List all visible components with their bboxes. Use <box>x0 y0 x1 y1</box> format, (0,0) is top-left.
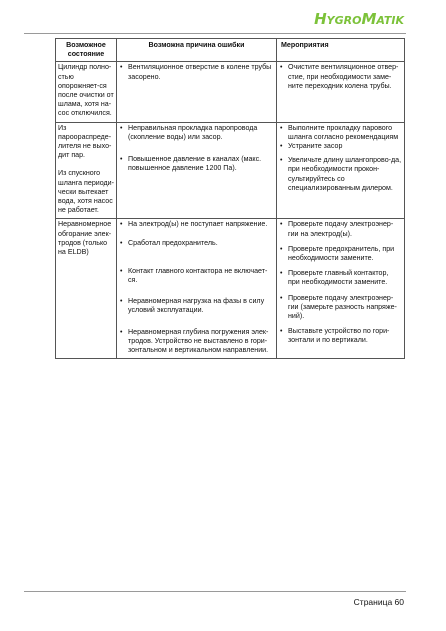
list-item <box>279 327 402 345</box>
bullet-icon: • <box>120 239 123 247</box>
table-row <box>56 62 405 122</box>
list-item <box>119 267 274 285</box>
header-state: Возможное состояние <box>56 39 117 62</box>
logo-letters-ygro: YGRO <box>326 14 362 27</box>
list-item <box>279 63 402 91</box>
header-measures: Мероприятия <box>277 39 405 62</box>
bullet-icon: • <box>120 156 123 164</box>
cause-text: Неравномерная нагрузка на фазы в силу условий эксплуатации. <box>128 297 265 315</box>
cause-text: Неравномерная глубина погружения элек-тродов. Устройство не выставлено в гори-зонтальном и вертикальном направлении. <box>128 327 269 355</box>
cause-cell <box>117 122 277 219</box>
list-item <box>119 328 274 356</box>
measure-text: Увеличьте длину шлангопрово-да, при необходимости прокон-сультируйтесь со специализированным дилером. <box>288 156 402 192</box>
measure-text: Проверьте подачу электроэнер-гии на электрод(ы). <box>288 220 394 238</box>
list-item <box>279 156 402 193</box>
cause-text: Повышенное давление в каналах (макс. повышенное давление 1200 Па). <box>128 155 262 173</box>
page-number: Страница 60 <box>353 597 404 607</box>
cause-text: Сработал предохранитель. <box>128 238 218 247</box>
list-item <box>279 142 402 151</box>
measure-text: Выставьте устройство по гори-зонтали и по вертикали. <box>288 327 390 345</box>
state-text: Неравномерное обгорание элек-тродов (только на ELDB) <box>58 220 112 257</box>
list-item <box>279 269 402 287</box>
list-item <box>279 124 402 142</box>
measure-text: Проверьте подачу электроэнер-гии (замерьте разность напряже-ний). <box>288 293 397 321</box>
table-row <box>56 122 405 219</box>
header-cause: Возможна причина ошибки <box>117 39 277 62</box>
table-row <box>56 219 405 359</box>
measure-cell <box>277 219 405 359</box>
bullet-icon: • <box>120 267 123 275</box>
list-item <box>119 220 274 229</box>
list-item <box>279 245 402 263</box>
measure-cell <box>277 62 405 122</box>
bullet-icon: • <box>120 221 123 229</box>
bullet-icon: • <box>280 143 283 151</box>
header-rule <box>24 33 406 34</box>
cause-cell <box>117 219 277 359</box>
bullet-icon: • <box>280 221 283 229</box>
list-item <box>119 124 274 142</box>
table-header-row <box>56 39 405 62</box>
state-text: Из спускного шланга периоди-чески вытекает вода, хотя насос не работает. <box>58 169 114 215</box>
list-item <box>119 297 274 315</box>
logo-letter-m: M <box>361 10 377 28</box>
cause-text: Вентиляционное отверстие в колене трубы засорено. <box>128 63 272 81</box>
state-cell <box>56 62 117 122</box>
list-item <box>279 220 402 238</box>
cause-cell <box>117 62 277 122</box>
cause-text: Неправильная прокладка паропровода (скопление воды) или засор. <box>128 123 258 141</box>
cause-text: Контакт главного контактора не включает-ся. <box>128 266 268 285</box>
troubleshooting-table <box>55 38 405 359</box>
cause-text: На электрод(ы) не поступает напряжение. <box>128 220 268 229</box>
measure-text: Устраните засор <box>288 142 343 151</box>
state-cell <box>56 122 117 219</box>
measure-text: Выполните прокладку парового шланга согласно рекомендациям <box>288 123 399 141</box>
hygromatik-logo <box>314 10 404 28</box>
list-item <box>279 294 402 322</box>
bullet-icon: • <box>280 64 283 72</box>
state-text: Цилиндр полно-стью опорожняет-ся после очистки от шлама, хотя на-сос отключился. <box>58 63 114 118</box>
logo-letters-atik: ATIK <box>376 14 404 27</box>
bullet-icon: • <box>120 298 123 306</box>
logo-letter-h: H <box>314 10 327 28</box>
measure-text: Очистите вентиляционное отвер-стие, при необходимости заме-ните переходник колена трубы. <box>288 63 399 90</box>
bullet-icon: • <box>280 124 283 132</box>
measure-cell <box>277 122 405 219</box>
state-cell <box>56 219 117 359</box>
list-item <box>119 63 274 81</box>
bullet-icon: • <box>120 64 123 72</box>
bullet-icon: • <box>280 328 283 336</box>
list-item <box>119 239 274 248</box>
state-text: Из пароораспреде-лителя не выхо-дит пар. <box>58 123 112 160</box>
bullet-icon: • <box>280 157 283 165</box>
measure-text: Проверьте предохранитель, при необходимости замените. <box>288 244 395 263</box>
bullet-icon: • <box>120 124 123 132</box>
list-item <box>119 155 274 173</box>
measure-text: Проверьте главный контактор, при необходимости замените. <box>288 269 389 287</box>
bullet-icon: • <box>280 270 283 278</box>
bullet-icon: • <box>280 245 283 253</box>
footer-rule <box>24 591 406 592</box>
bullet-icon: • <box>280 294 283 302</box>
bullet-icon: • <box>120 328 123 336</box>
